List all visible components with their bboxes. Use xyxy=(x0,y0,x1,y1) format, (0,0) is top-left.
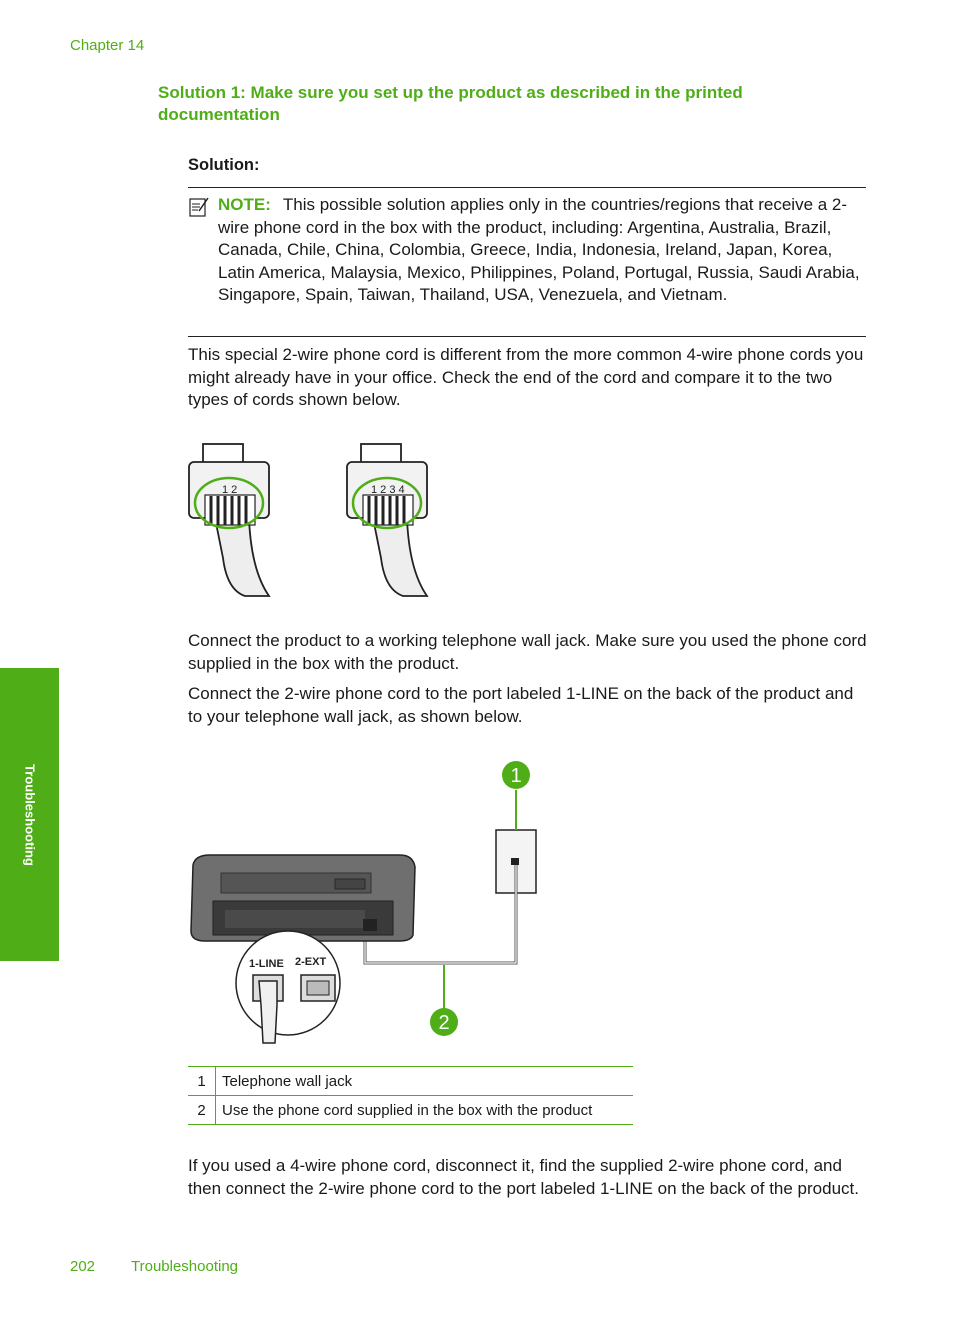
note-keyword: NOTE: xyxy=(218,195,271,214)
note-icon xyxy=(188,196,210,218)
legend-number: 2 xyxy=(188,1096,216,1125)
two-wire-connector-illustration xyxy=(185,440,285,598)
four-wire-connector-illustration xyxy=(343,440,443,598)
side-tab-label: Troubleshooting xyxy=(22,763,37,866)
chapter-label: Chapter 14 xyxy=(70,37,145,54)
note-box xyxy=(188,187,866,337)
note-body: This possible solution applies only in the countries/regions that receive a 2-wire phone cord in the box with the product, including: Argentina, Australia, Brazil, Canada, Chile, China, Colombia, Greece, India, Indonesia, Ireland, Japan, Korea, Latin America, Malaysia, Mexico, Philippines, Poland, Portugal, Russia, Saudi Arabia, Singapore, Spain, Taiwan, Thailand, USA, Venezuela, and Vietnam. xyxy=(218,195,860,304)
legend-label: Use the phone cord supplied in the box with the product xyxy=(216,1096,634,1125)
note-text xyxy=(218,194,868,307)
port-2-ext-icon xyxy=(301,975,335,1001)
page-number: 202 xyxy=(70,1258,96,1275)
paragraph-connect-wall-jack: Connect the product to a working telephone wall jack. Make sure you used the phone cord supplied in the box with the product. xyxy=(188,631,867,673)
table-row xyxy=(188,1067,633,1096)
paragraph-connect-1-line: Connect the 2-wire phone cord to the port labeled 1-LINE on the back of the product and to your telephone wall jack, as shown below. xyxy=(188,684,854,726)
paragraph-four-wire: If you used a 4-wire phone cord, disconnect it, find the supplied 2-wire phone cord, and then connect the 2-wire phone cord to the port labeled 1-LINE on the back of the product. xyxy=(188,1156,859,1198)
section-heading: Solution 1: Make sure you set up the product as described in the printed documentation xyxy=(158,83,743,124)
table-row xyxy=(188,1096,633,1125)
port-label-1-line: 1-LINE xyxy=(249,958,284,970)
legend-table xyxy=(188,1066,633,1125)
callout-1-number: 1 xyxy=(510,765,522,787)
callout-2-number: 2 xyxy=(438,1012,450,1034)
footer-section: Troubleshooting xyxy=(131,1258,239,1275)
legend-number: 1 xyxy=(188,1067,216,1096)
legend-label: Telephone wall jack xyxy=(216,1067,634,1096)
paragraph-cord-types: This special 2-wire phone cord is different from the more common 4-wire phone cords you might already have in your office. Check the end of the cord and compare it to the two types of cords shown below. xyxy=(188,345,864,409)
two-wire-pin-numbers: 1 2 xyxy=(222,484,238,496)
connection-diagram xyxy=(185,755,545,1047)
solution-label: Solution: xyxy=(188,156,260,174)
four-wire-pin-numbers: 1 2 3 4 xyxy=(371,484,405,496)
printer-icon xyxy=(191,855,415,941)
side-tab xyxy=(0,668,59,961)
port-label-2-ext: 2-EXT xyxy=(295,956,327,968)
